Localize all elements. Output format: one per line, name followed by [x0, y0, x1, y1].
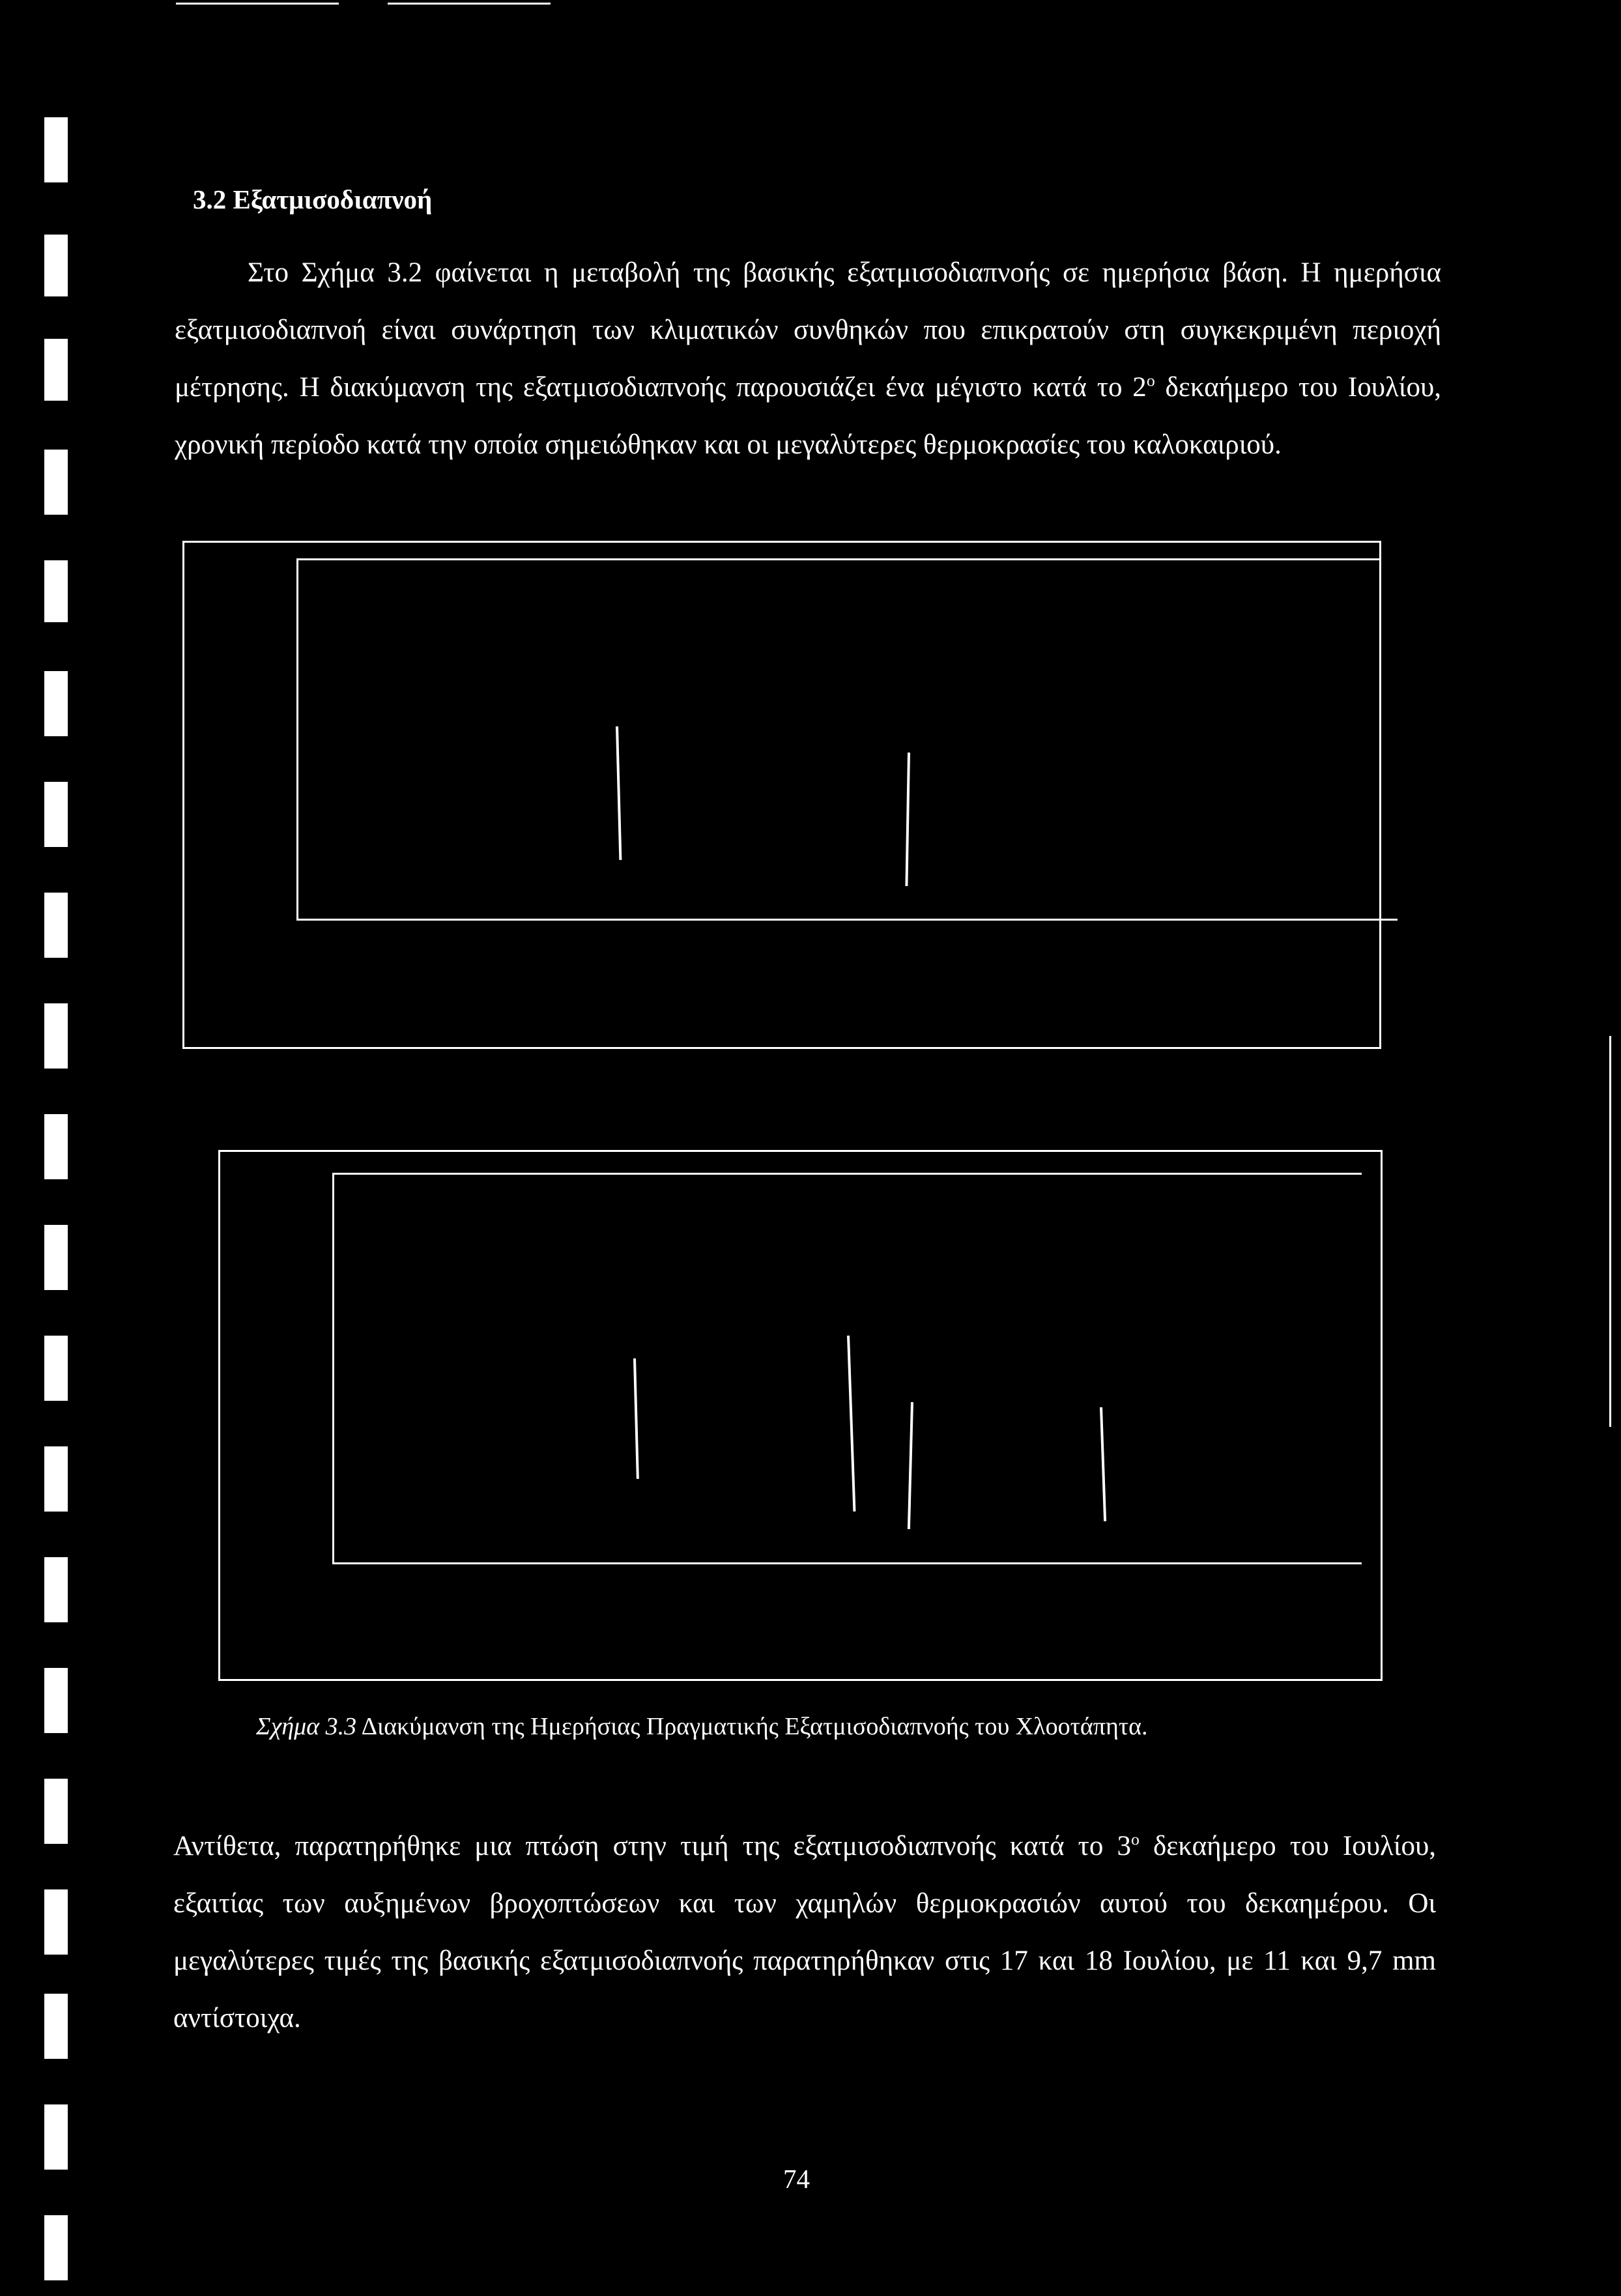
- chart-bottom-outer-frame: [218, 1150, 1383, 1681]
- figure-caption: [256, 1712, 1148, 1741]
- section-heading: 3.2 Εξατμισοδιαπνοή: [193, 184, 433, 214]
- superscript-o: ο: [1130, 1830, 1140, 1849]
- paragraph-results: [173, 1818, 1436, 2047]
- paragraph-results-text-cont: δεκαήμερο του Ιουλίου, εξαιτίας των αυξημένων βροχοπτώσεων και των χαμηλών θερμοκρασιών αυτού του δεκαημέρου. Οι μεγαλύτερες τιμές της βασικής εξατμισοδιαπνοής παρατηρήθηκαν στις 17 και 18 Ιουλίου, με 11 και 9,7 mm αντίστοιχα.: [173, 1831, 1436, 2033]
- paragraph-results-text: Αντίθετα, παρατηρήθηκε μια πτώση στην τιμή της εξατμισοδιαπνοής κατά το 3: [173, 1831, 1131, 1861]
- paragraph-intro-text-cont: δεκαήμερο του Ιουλίου, χρονική περίοδο κατά την οποία σημειώθηκαν και οι μεγαλύτερες θερμοκρασίες του καλοκαιριού.: [175, 372, 1441, 460]
- page-number: 74: [783, 2164, 810, 2194]
- figure-caption-text: Διακύμανση της Ημερήσιας Πραγματικής Εξατμισοδιαπνοής του Χλοοτάπητα.: [356, 1713, 1148, 1740]
- paragraph-intro-text: Στο Σχήμα 3.2 φαίνεται η μεταβολή της βασικής εξατμισοδιαπνοής σε ημερήσια βάση. Η ημερήσια εξατμισοδιαπνοή είναι συνάρτηση των κλιματικών συνθηκών που επικρατούν στη συγκεκριμένη περιοχή μέτρησης. Η διακύμανση της εξατμισοδιαπνοής παρουσιάζει ένα μέγιστο κατά το 2: [175, 257, 1441, 403]
- superscript-o: ο: [1146, 371, 1155, 390]
- figure-caption-label: Σχήμα 3.3: [256, 1713, 357, 1740]
- chart-top-outer-frame: [182, 541, 1381, 1049]
- paragraph-intro: [175, 244, 1441, 474]
